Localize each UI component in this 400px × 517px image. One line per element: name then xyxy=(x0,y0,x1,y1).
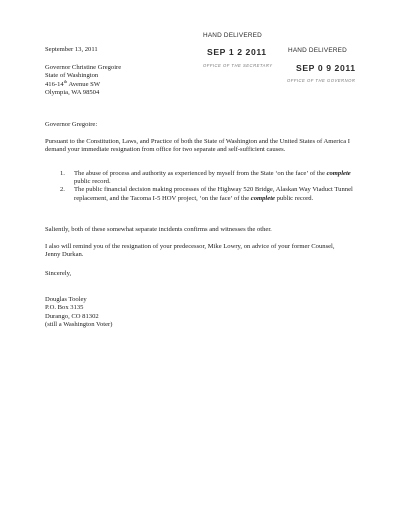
recipient-city: Olympia, WA 98504 xyxy=(45,89,100,97)
salient-paragraph: Saliently, both of these somewhat separate incidents confirms and witnesses the other. xyxy=(45,226,272,233)
signer-note: (still a Washington Voter) xyxy=(45,321,113,329)
stamp-1-office: OFFICE OF THE SECRETARY xyxy=(203,63,273,68)
letter-date: September 13, 2011 xyxy=(45,46,98,53)
stamp-1-heading: HAND DELIVERED xyxy=(203,32,262,39)
stamp-2-office: OFFICE OF THE GOVERNOR xyxy=(287,78,356,83)
recipient-line2: State of Washington xyxy=(45,72,99,80)
signer-pobox: P.O. Box 3135 xyxy=(45,304,84,312)
stamp-2-date: SEP 0 9 2011 xyxy=(296,63,356,73)
stamp-1-date: SEP 1 2 2011 xyxy=(207,47,267,57)
recipient-address xyxy=(45,64,205,98)
cause-item-2: 2. The public financial decision making processes of the Highway 520 Bridge, Alaskan Way Viaduct Tunnel replacement, and the Tacoma I-5 HOV project, ‘on the face’ of the complete public record. xyxy=(60,186,353,202)
signer-name: Douglas Tooley xyxy=(45,296,87,303)
recipient-name: Governor Christine Gregoire xyxy=(45,64,122,71)
closing: Sincerely, xyxy=(45,270,72,277)
intro-paragraph: Pursuant to the Constitution, Laws, and Practice of both the State of Washington and the United States of America I demand your immediate resignation from office for two separate and self-sufficient causes. xyxy=(45,138,350,154)
signer-city: Durango, CO 81302 xyxy=(45,312,99,320)
stamp-2-heading: HAND DELIVERED xyxy=(288,47,347,54)
cause-item-1: 1. The abuse of process and authority as experienced by myself from the State ‘on the face’ of the complete public record. xyxy=(60,170,351,186)
signature-block xyxy=(45,296,205,330)
causes-list xyxy=(60,170,354,203)
remind-paragraph: I also will remind you of the resignation of your predecessor, Mike Lowry, on advice of your former Counsel, Jenny Durkan. xyxy=(45,243,335,259)
salutation: Governor Gregoire: xyxy=(45,121,98,128)
recipient-street: 416-14th Avenue SW xyxy=(45,78,101,88)
